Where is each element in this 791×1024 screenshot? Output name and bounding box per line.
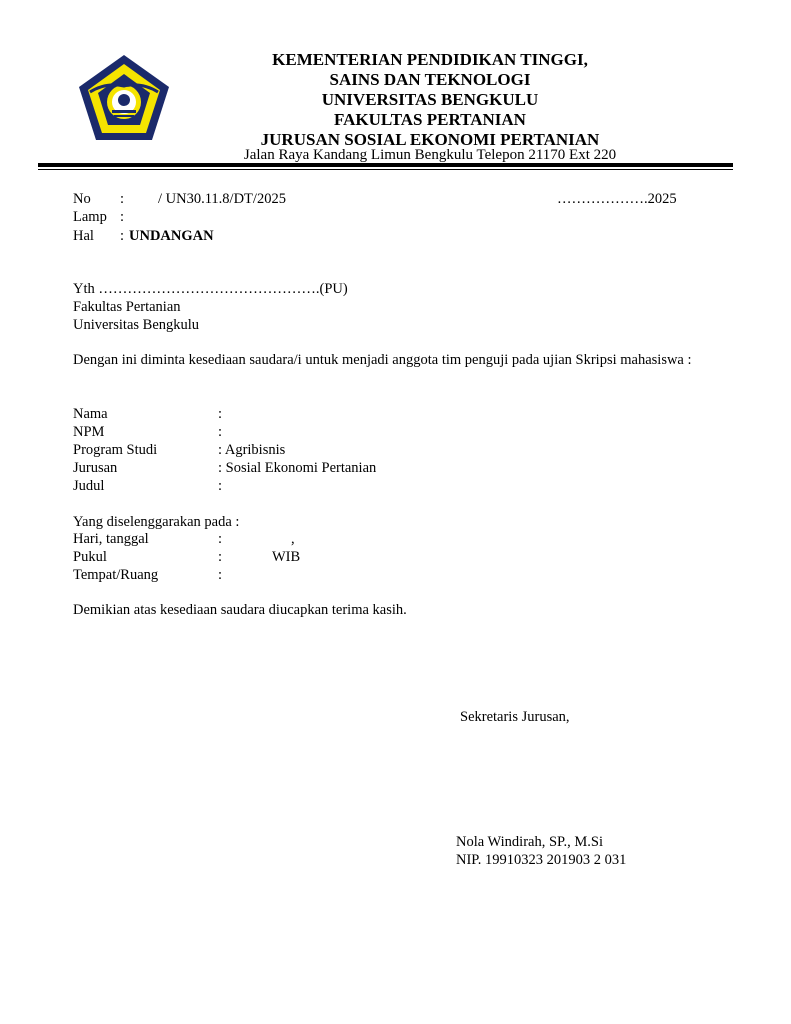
lamp-colon: : <box>120 209 125 225</box>
letter-number: / UN30.11.8/DT/2025 <box>158 191 286 207</box>
hal-colon: : <box>120 228 125 244</box>
hal-label: Hal <box>73 228 94 244</box>
signatory-name: Nola Windirah, SP., M.Si <box>456 834 603 850</box>
tempat-label: Tempat/Ruang <box>73 567 159 583</box>
prodi-label: Program Studi <box>73 442 158 458</box>
prodi-value: : Agribisnis <box>218 442 286 458</box>
recipient-faculty: Fakultas Pertanian <box>73 299 181 315</box>
recipient-yth: Yth ……………………………………….(PU) <box>73 281 348 297</box>
header-rule-thin <box>38 169 733 170</box>
closing-sentence: Demikian atas kesediaan saudara diucapkan terima kasih. <box>73 602 407 618</box>
address-line: Jalan Raya Kandang Limun Bengkulu Telepon 21170 Ext 220 <box>243 147 617 163</box>
event-heading: Yang diselenggarakan pada : <box>73 514 240 530</box>
letter-date: ……………….2025 <box>557 191 677 207</box>
department-name: JURUSAN SOSIAL EKONOMI PERTANIAN <box>260 130 600 149</box>
judul-label: Judul <box>73 478 105 494</box>
nama-value: : <box>218 406 223 422</box>
lamp-label: Lamp <box>73 209 107 225</box>
hari-comma: , <box>291 531 295 547</box>
ministry-title: KEMENTERIAN PENDIDIKAN TINGGI, <box>272 50 588 69</box>
judul-value: : <box>218 478 223 494</box>
no-colon: : <box>120 191 125 207</box>
signatory-nip: NIP. 19910323 201903 2 031 <box>456 852 627 868</box>
header-rule-thick <box>38 163 733 167</box>
jurusan-label: Jurusan <box>73 460 118 476</box>
faculty-name: FAKULTAS PERTANIAN <box>334 110 526 129</box>
no-label: No <box>73 191 91 207</box>
pukul-colon: : <box>218 549 223 565</box>
pukul-label: Pukul <box>73 549 107 565</box>
university-name: UNIVERSITAS BENGKULU <box>321 90 539 109</box>
pukul-unit: WIB <box>272 549 301 565</box>
nama-label: Nama <box>73 406 108 422</box>
npm-value: : <box>218 424 223 440</box>
subject: UNDANGAN <box>129 228 214 244</box>
ministry-subtitle: SAINS DAN TEKNOLOGI <box>329 70 531 89</box>
npm-label: NPM <box>73 424 105 440</box>
hari-label: Hari, tanggal <box>73 531 149 547</box>
hari-colon: : <box>218 531 223 547</box>
intro-paragraph: Dengan ini diminta kesediaan saudara/i untuk menjadi anggota tim penguji pada ujian Skripsi mahasiswa : <box>73 352 692 368</box>
recipient-university: Universitas Bengkulu <box>73 317 200 333</box>
signature-title: Sekretaris Jurusan, <box>460 709 570 725</box>
jurusan-value: : Sosial Ekonomi Pertanian <box>218 460 377 476</box>
tempat-colon: : <box>218 567 223 583</box>
